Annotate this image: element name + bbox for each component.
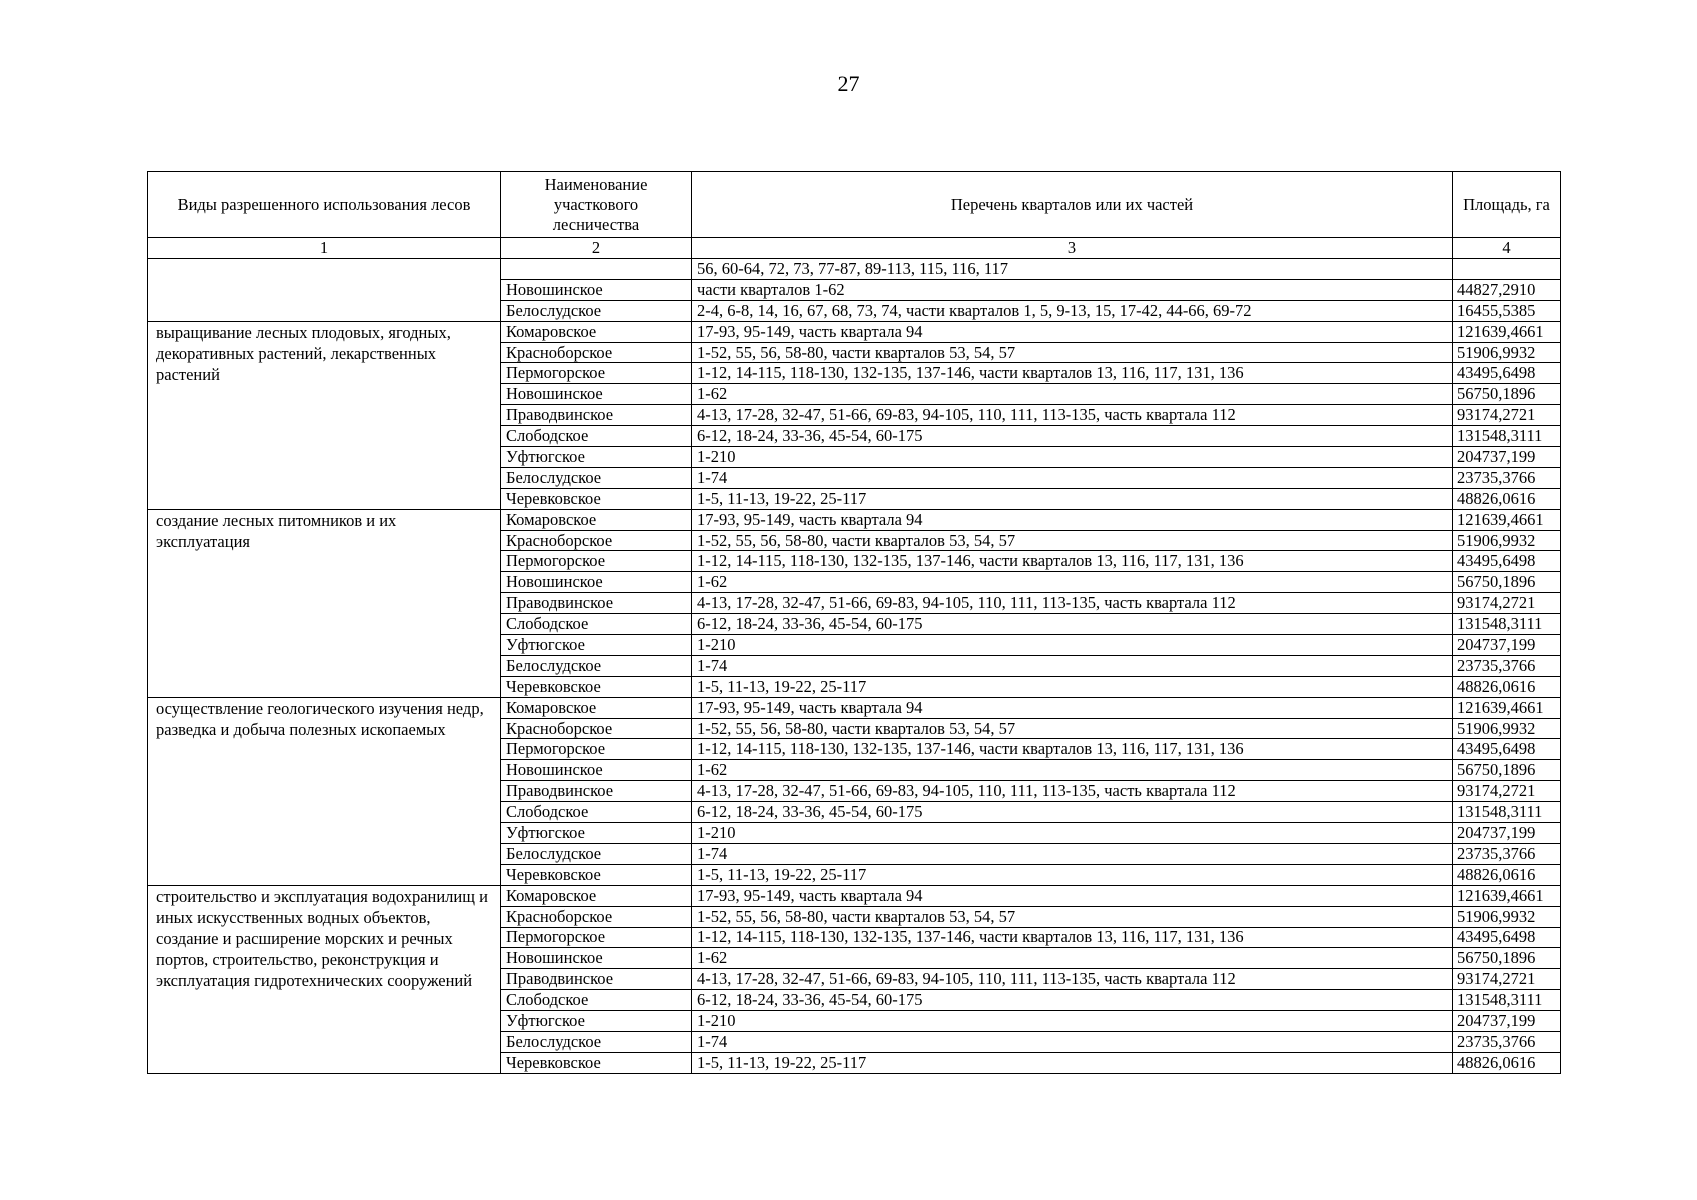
cell-area: 121639,4661 (1453, 697, 1561, 718)
header-area: Площадь, га (1453, 172, 1561, 238)
cell-quarters: 6-12, 18-24, 33-36, 45-54, 60-175 (692, 614, 1453, 635)
cell-forestry: Пермогорское (501, 739, 692, 760)
cell-quarters: 1-62 (692, 760, 1453, 781)
cell-forestry: Новошинское (501, 948, 692, 969)
table-row (148, 321, 1561, 342)
table-row (148, 259, 1561, 280)
cell-quarters: 1-12, 14-115, 118-130, 132-135, 137-146, части кварталов 13, 116, 117, 131, 136 (692, 739, 1453, 760)
cell-forestry: Черевковское (501, 488, 692, 509)
cell-quarters: 1-210 (692, 1011, 1453, 1032)
cell-quarters: части кварталов 1-62 (692, 279, 1453, 300)
cell-quarters: 1-210 (692, 447, 1453, 468)
cell-quarters: 17-93, 95-149, часть квартала 94 (692, 885, 1453, 906)
cell-use-type (148, 259, 501, 322)
cell-area: 51906,9932 (1453, 718, 1561, 739)
cell-forestry: Красноборское (501, 342, 692, 363)
cell-quarters: 6-12, 18-24, 33-36, 45-54, 60-175 (692, 802, 1453, 823)
cell-forestry: Пермогорское (501, 363, 692, 384)
cell-forestry: Белослудское (501, 1031, 692, 1052)
cell-quarters: 1-5, 11-13, 19-22, 25-117 (692, 488, 1453, 509)
table-row (148, 509, 1561, 530)
cell-quarters: 4-13, 17-28, 32-47, 51-66, 69-83, 94-105, 110, 111, 113-135, часть квартала 112 (692, 405, 1453, 426)
cell-area: 56750,1896 (1453, 760, 1561, 781)
cell-use-type: создание лесных питомников и их эксплуатация (148, 509, 501, 697)
cell-forestry: Комаровское (501, 321, 692, 342)
cell-use-type: осуществление геологического изучения недр, разведка и добыча полезных ископаемых (148, 697, 501, 885)
cell-quarters: 1-5, 11-13, 19-22, 25-117 (692, 864, 1453, 885)
cell-forestry: Красноборское (501, 718, 692, 739)
cell-use-type: выращивание лесных плодовых, ягодных, декоративных растений, лекарственных растений (148, 321, 501, 509)
cell-forestry: Слободское (501, 426, 692, 447)
cell-quarters: 1-5, 11-13, 19-22, 25-117 (692, 1052, 1453, 1073)
cell-quarters: 1-74 (692, 467, 1453, 488)
cell-quarters: 17-93, 95-149, часть квартала 94 (692, 509, 1453, 530)
cell-area: 43495,6498 (1453, 363, 1561, 384)
cell-quarters: 1-52, 55, 56, 58-80, части кварталов 53, 54, 57 (692, 718, 1453, 739)
cell-quarters: 1-62 (692, 948, 1453, 969)
cell-quarters: 1-12, 14-115, 118-130, 132-135, 137-146, части кварталов 13, 116, 117, 131, 136 (692, 927, 1453, 948)
cell-quarters: 4-13, 17-28, 32-47, 51-66, 69-83, 94-105, 110, 111, 113-135, часть квартала 112 (692, 593, 1453, 614)
cell-forestry: Комаровское (501, 509, 692, 530)
cell-area: 23735,3766 (1453, 467, 1561, 488)
cell-area: 51906,9932 (1453, 342, 1561, 363)
cell-quarters: 4-13, 17-28, 32-47, 51-66, 69-83, 94-105, 110, 111, 113-135, часть квартала 112 (692, 781, 1453, 802)
cell-quarters: 1-52, 55, 56, 58-80, части кварталов 53, 54, 57 (692, 530, 1453, 551)
cell-quarters: 17-93, 95-149, часть квартала 94 (692, 321, 1453, 342)
cell-quarters: 1-52, 55, 56, 58-80, части кварталов 53, 54, 57 (692, 342, 1453, 363)
cell-area: 48826,0616 (1453, 488, 1561, 509)
cell-quarters: 1-12, 14-115, 118-130, 132-135, 137-146, части кварталов 13, 116, 117, 131, 136 (692, 551, 1453, 572)
forest-use-table (147, 171, 1561, 1074)
cell-forestry: Слободское (501, 990, 692, 1011)
cell-forestry: Уфтюгское (501, 1011, 692, 1032)
cell-quarters: 1-52, 55, 56, 58-80, части кварталов 53, 54, 57 (692, 906, 1453, 927)
column-number: 3 (692, 238, 1453, 259)
cell-forestry: Пермогорское (501, 927, 692, 948)
cell-forestry: Красноборское (501, 906, 692, 927)
cell-forestry: Черевковское (501, 1052, 692, 1073)
header-quarters: Перечень кварталов или их частей (692, 172, 1453, 238)
cell-forestry (501, 259, 692, 280)
cell-area: 131548,3111 (1453, 990, 1561, 1011)
cell-quarters: 1-74 (692, 843, 1453, 864)
cell-area: 204737,199 (1453, 823, 1561, 844)
cell-area: 204737,199 (1453, 447, 1561, 468)
cell-forestry: Праводвинское (501, 969, 692, 990)
cell-forestry: Белослудское (501, 843, 692, 864)
column-number: 2 (501, 238, 692, 259)
cell-area: 48826,0616 (1453, 1052, 1561, 1073)
cell-area: 44827,2910 (1453, 279, 1561, 300)
page-number: 27 (837, 71, 860, 96)
cell-forestry: Красноборское (501, 530, 692, 551)
cell-forestry: Новошинское (501, 760, 692, 781)
cell-quarters: 1-74 (692, 1031, 1453, 1052)
cell-area: 51906,9932 (1453, 530, 1561, 551)
cell-quarters: 1-5, 11-13, 19-22, 25-117 (692, 676, 1453, 697)
cell-area: 204737,199 (1453, 635, 1561, 656)
cell-quarters: 1-210 (692, 635, 1453, 656)
cell-forestry: Новошинское (501, 279, 692, 300)
cell-quarters: 2-4, 6-8, 14, 16, 67, 68, 73, 74, части кварталов 1, 5, 9-13, 15, 17-42, 44-66, 69-72 (692, 300, 1453, 321)
cell-area: 23735,3766 (1453, 655, 1561, 676)
cell-area: 121639,4661 (1453, 321, 1561, 342)
cell-quarters: 6-12, 18-24, 33-36, 45-54, 60-175 (692, 990, 1453, 1011)
cell-quarters: 1-210 (692, 823, 1453, 844)
cell-forestry: Белослудское (501, 467, 692, 488)
cell-area: 93174,2721 (1453, 593, 1561, 614)
cell-quarters: 56, 60-64, 72, 73, 77-87, 89-113, 115, 116, 117 (692, 259, 1453, 280)
cell-quarters: 1-12, 14-115, 118-130, 132-135, 137-146, части кварталов 13, 116, 117, 131, 136 (692, 363, 1453, 384)
cell-area: 16455,5385 (1453, 300, 1561, 321)
cell-forestry: Праводвинское (501, 405, 692, 426)
cell-area: 23735,3766 (1453, 1031, 1561, 1052)
cell-area: 121639,4661 (1453, 885, 1561, 906)
cell-quarters: 4-13, 17-28, 32-47, 51-66, 69-83, 94-105, 110, 111, 113-135, часть квартала 112 (692, 969, 1453, 990)
cell-forestry: Слободское (501, 614, 692, 635)
cell-forestry: Пермогорское (501, 551, 692, 572)
cell-forestry: Новошинское (501, 572, 692, 593)
cell-quarters: 6-12, 18-24, 33-36, 45-54, 60-175 (692, 426, 1453, 447)
table-body (148, 259, 1561, 1074)
cell-area: 93174,2721 (1453, 969, 1561, 990)
cell-use-type: строительство и эксплуатация водохранилищ и иных искусственных водных объектов, создание и расширение морских и речных портов, строительство, реконструкция и эксплуатация гидротехнических сооружений (148, 885, 501, 1073)
cell-forestry: Праводвинское (501, 781, 692, 802)
cell-area (1453, 259, 1561, 280)
cell-area: 51906,9932 (1453, 906, 1561, 927)
cell-forestry: Комаровское (501, 885, 692, 906)
cell-forestry: Черевковское (501, 864, 692, 885)
table-row (148, 885, 1561, 906)
cell-forestry: Комаровское (501, 697, 692, 718)
cell-forestry: Уфтюгское (501, 635, 692, 656)
cell-area: 43495,6498 (1453, 551, 1561, 572)
cell-forestry: Слободское (501, 802, 692, 823)
cell-area: 48826,0616 (1453, 864, 1561, 885)
cell-quarters: 1-62 (692, 384, 1453, 405)
cell-area: 93174,2721 (1453, 781, 1561, 802)
cell-area: 23735,3766 (1453, 843, 1561, 864)
cell-forestry: Белослудское (501, 655, 692, 676)
cell-area: 131548,3111 (1453, 426, 1561, 447)
cell-forestry: Новошинское (501, 384, 692, 405)
cell-quarters: 1-74 (692, 655, 1453, 676)
cell-area: 131548,3111 (1453, 802, 1561, 823)
cell-area: 43495,6498 (1453, 739, 1561, 760)
cell-area: 43495,6498 (1453, 927, 1561, 948)
cell-forestry: Уфтюгское (501, 823, 692, 844)
cell-area: 56750,1896 (1453, 572, 1561, 593)
header-use: Виды разрешенного использования лесов (148, 172, 501, 238)
column-number-row (148, 238, 1561, 259)
cell-area: 56750,1896 (1453, 948, 1561, 969)
cell-forestry: Белослудское (501, 300, 692, 321)
cell-area: 204737,199 (1453, 1011, 1561, 1032)
cell-quarters: 17-93, 95-149, часть квартала 94 (692, 697, 1453, 718)
cell-area: 131548,3111 (1453, 614, 1561, 635)
column-number: 4 (1453, 238, 1561, 259)
cell-area: 93174,2721 (1453, 405, 1561, 426)
header-forestry: Наименование участкового лесничества (501, 172, 692, 238)
column-number: 1 (148, 238, 501, 259)
cell-area: 48826,0616 (1453, 676, 1561, 697)
table-header-row (148, 172, 1561, 238)
cell-area: 56750,1896 (1453, 384, 1561, 405)
cell-forestry: Праводвинское (501, 593, 692, 614)
cell-area: 121639,4661 (1453, 509, 1561, 530)
cell-quarters: 1-62 (692, 572, 1453, 593)
table-row (148, 697, 1561, 718)
cell-forestry: Уфтюгское (501, 447, 692, 468)
cell-forestry: Черевковское (501, 676, 692, 697)
